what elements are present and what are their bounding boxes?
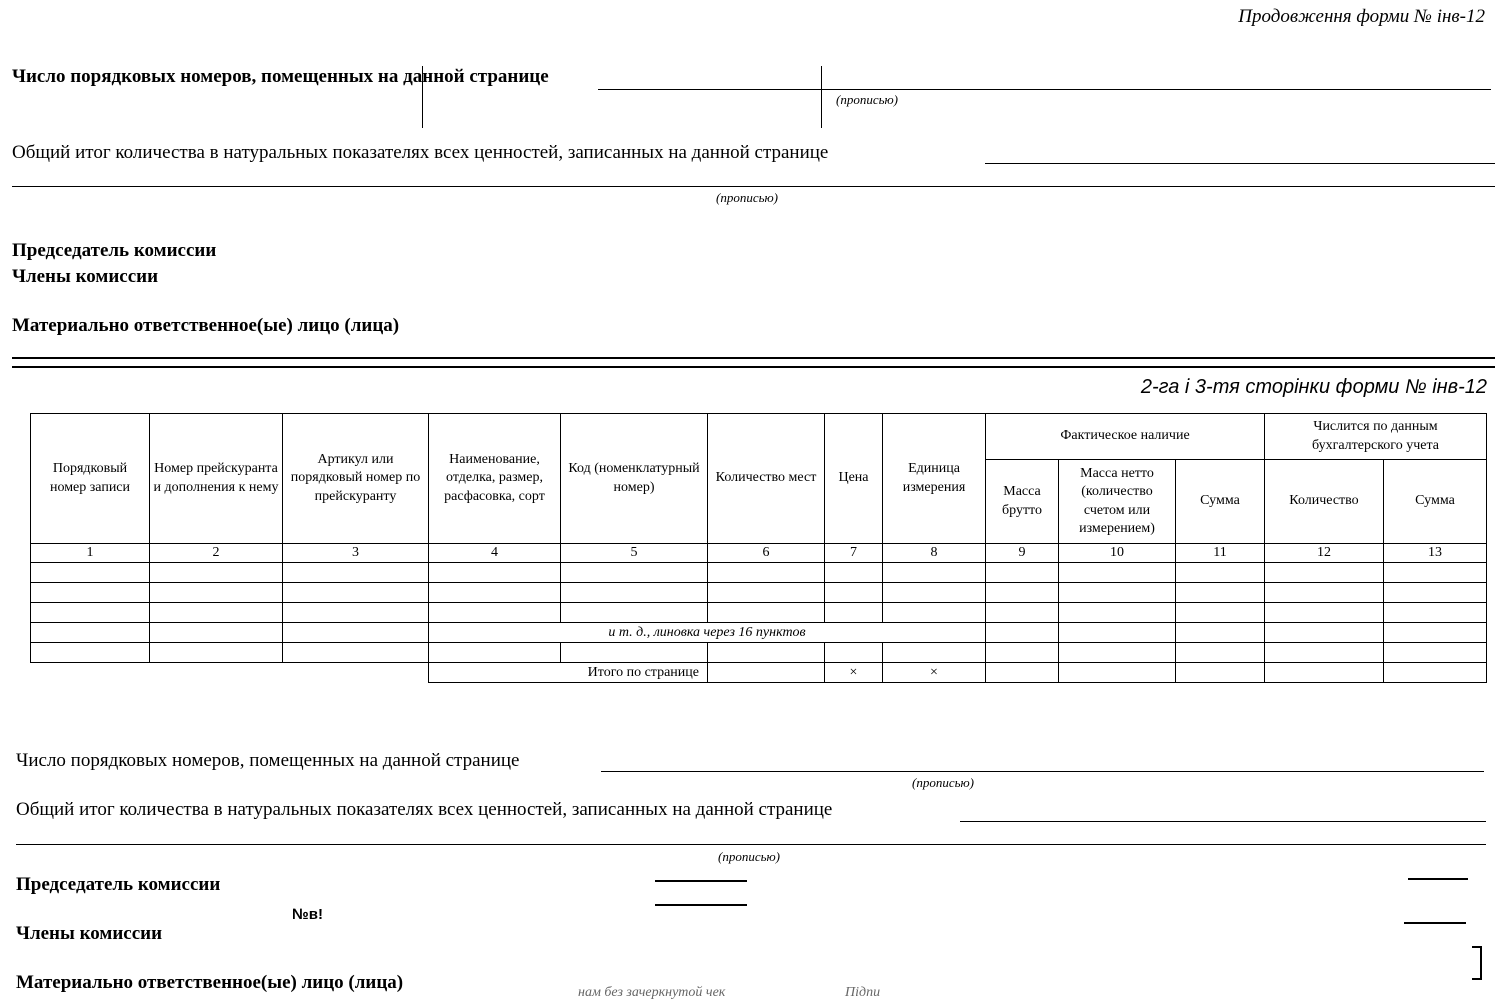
page-total-gross[interactable] [986, 663, 1059, 683]
table-row[interactable] [31, 643, 1487, 663]
table-row[interactable] [31, 563, 1487, 583]
total-line-top-1[interactable] [985, 163, 1495, 164]
in-words-hint-top-2: (прописью) [716, 190, 779, 205]
header-c4: Наименование, отделка, размер, расфасовка, сорт [429, 414, 561, 544]
total-label-bottom: Общий итог количества в натуральных показателях всех ценностей, записанных на данной странице [16, 799, 833, 820]
signature-line-mark-4 [1404, 922, 1466, 924]
header-group-book: Числится по данным бухгалтерского учета [1265, 414, 1487, 460]
col-num-3: 3 [283, 544, 429, 563]
count-label-top: Число порядковых номеров, помещенных на данной странице [12, 66, 549, 87]
in-words-hint-top-1: (прописью) [836, 92, 899, 107]
page-total-qty-book[interactable] [1265, 663, 1384, 683]
page-total-cross-1: × [825, 663, 883, 683]
col-num-6: 6 [708, 544, 825, 563]
header-c13: Сумма [1384, 460, 1487, 544]
responsible-label-bottom: Материально ответственное(ые) лицо (лица) [16, 972, 404, 993]
count-line-bottom[interactable] [601, 771, 1484, 772]
footer-faint-text-1: нам без зачеркнутой чек [578, 985, 726, 1000]
col-num-9: 9 [986, 544, 1059, 563]
col-num-10: 10 [1059, 544, 1176, 563]
page-title: 2-га і 3-тя сторінки форми № інв-12 [1140, 376, 1487, 398]
header-c1: Порядковый номер записи [31, 414, 150, 544]
header-c5: Код (номенклатурный номер) [561, 414, 708, 544]
table-row[interactable] [31, 583, 1487, 603]
continuation-note: и т. д., линовка через 16 пунктов [429, 623, 986, 643]
form-continuation-header: Продовження форми № інв-12 [1238, 6, 1485, 27]
chairman-label-top: Председатель комиссии [12, 240, 217, 261]
total-line-top-2[interactable] [12, 186, 1495, 187]
divider-rule-1 [12, 357, 1495, 359]
page-total-cross-2: × [883, 663, 986, 683]
header-c8: Единица измерения [883, 414, 986, 544]
header-c11: Сумма [1176, 460, 1265, 544]
page-total-label: Итого по странице [429, 663, 708, 683]
count-label-bottom: Число порядковых номеров, помещенных на данной странице [16, 750, 520, 771]
total-label-top: Общий итог количества в натуральных показателях всех ценностей, записанных на данной странице [12, 142, 829, 163]
total-line-bottom-2[interactable] [16, 844, 1486, 845]
inventory-table [30, 413, 1487, 683]
footer-faint-text-2: Підпи [845, 985, 881, 1000]
page-total-sum-fact[interactable] [1176, 663, 1265, 683]
members-label-top: Члены комиссии [12, 266, 159, 287]
bracket-mark [1472, 946, 1482, 980]
header-c10: Масса нетто (количество счетом или измерением) [1059, 460, 1176, 544]
header-group-fact: Фактическое наличие [986, 414, 1265, 460]
in-words-hint-bottom-2: (прописью) [718, 849, 781, 864]
col-num-11: 11 [1176, 544, 1265, 563]
page-total-row [31, 663, 1487, 683]
col-num-1: 1 [31, 544, 150, 563]
table-row-note[interactable] [31, 623, 1487, 643]
col-num-4: 4 [429, 544, 561, 563]
signature-line-mark-1 [655, 880, 747, 882]
header-c6: Количество мест [708, 414, 825, 544]
page-total-sum-book[interactable] [1384, 663, 1487, 683]
page-total-net[interactable] [1059, 663, 1176, 683]
scan-artifact-box [422, 66, 822, 128]
header-c3: Артикул или порядковый номер по прейскуранту [283, 414, 429, 544]
header-c2: Номер прейскуранта и дополнения к нему [150, 414, 283, 544]
column-number-row [31, 544, 1487, 563]
col-num-13: 13 [1384, 544, 1487, 563]
header-c12: Количество [1265, 460, 1384, 544]
col-num-2: 2 [150, 544, 283, 563]
table-row[interactable] [31, 603, 1487, 623]
in-words-hint-bottom-1: (прописью) [912, 775, 975, 790]
col-num-5: 5 [561, 544, 708, 563]
members-label-bottom: Члены комиссии [16, 923, 163, 944]
divider-rule-2 [12, 366, 1495, 368]
stray-handwritten-mark: №в! [292, 906, 323, 923]
signature-line-mark-2 [655, 904, 747, 906]
responsible-label-top: Материально ответственное(ые) лицо (лица) [12, 315, 400, 336]
chairman-label-bottom: Председатель комиссии [16, 874, 221, 895]
page-total-places[interactable] [708, 663, 825, 683]
col-num-7: 7 [825, 544, 883, 563]
header-c9: Масса брутто [986, 460, 1059, 544]
signature-line-mark-3 [1408, 878, 1468, 880]
total-line-bottom-1[interactable] [960, 821, 1486, 822]
col-num-12: 12 [1265, 544, 1384, 563]
col-num-8: 8 [883, 544, 986, 563]
header-c7: Цена [825, 414, 883, 544]
